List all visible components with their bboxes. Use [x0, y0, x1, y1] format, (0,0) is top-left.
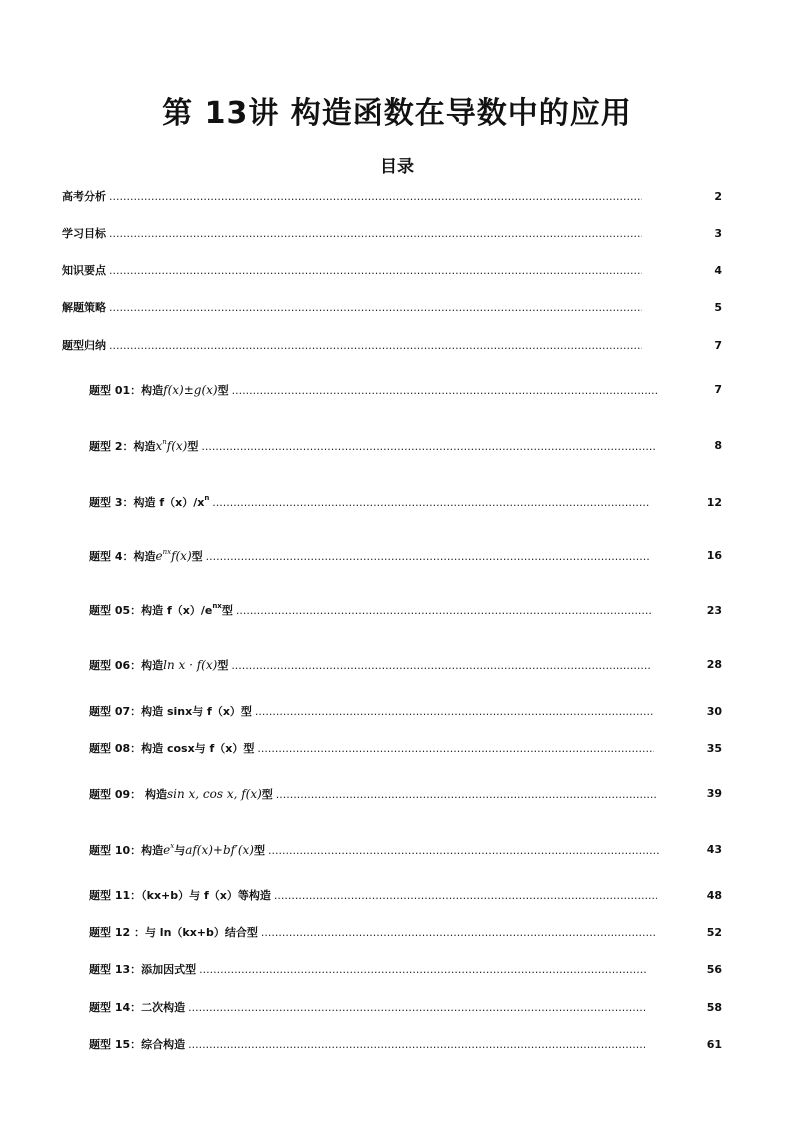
toc-entry-label: 题型 06：构造ln x · f(x)型 [89, 658, 229, 672]
toc-entry-label: 题型 12 ：与 ln（kx+b）结合型 [89, 926, 258, 939]
toc-entry[interactable] [89, 383, 659, 398]
toc-entry[interactable] [62, 339, 642, 353]
toc-page-number: 28 [706, 658, 722, 671]
math-expression: sin x, cos x, f(x) [166, 787, 262, 801]
toc-entry-label: 题型 3：构造 $f(x)/x^n$ [89, 494, 210, 509]
toc-entry-label: 题型 2：构造$x^nf(x)$型 [89, 438, 199, 453]
toc-entry-label: 题型 11：（kx+b）与 f（x）等构造 [89, 889, 271, 902]
toc-entry[interactable] [89, 549, 650, 564]
toc-entry-label: 题型 4：构造$e^{nx}f(x)$型 [89, 548, 203, 563]
toc-page-number: 56 [706, 963, 722, 976]
toc-entry-label: 题型 15：综合构造 [89, 1038, 186, 1051]
toc-page-number: 61 [706, 1038, 722, 1051]
toc-leader-dots [206, 550, 650, 564]
toc-entry-label: 题型 14：二次构造 [89, 1001, 186, 1014]
toc-entry-label: 题型 09： 构造sin x, cos x, f(x)型 [89, 787, 273, 801]
toc-page-number: 43 [706, 843, 722, 856]
toc-leader-dots [109, 301, 642, 315]
math-expression: ln x · f(x) [163, 658, 218, 672]
toc-entry-label: 题型 10：构造$e^x$与af(x)+bf′(x)型 [89, 842, 265, 857]
toc-entry-label: 解题策略 [62, 301, 106, 314]
toc-entry-label: 题型 08：构造 cosx与 f（x）型 [89, 742, 255, 755]
toc-page-number: 52 [706, 926, 722, 939]
toc-entry[interactable] [89, 926, 655, 940]
math-expression: $e^x$ [163, 842, 175, 857]
toc-entry-label: 学习目标 [62, 227, 106, 240]
math-expression: $x^nf(x)$ [155, 438, 188, 453]
toc-entry[interactable] [89, 1038, 645, 1052]
toc-page-number: 48 [706, 889, 722, 902]
toc-leader-dots [109, 339, 642, 353]
toc-leader-dots [276, 788, 658, 802]
math-expression: $e^{nx}f(x)$ [155, 548, 192, 563]
toc-entry[interactable] [62, 190, 642, 204]
toc-leader-dots [268, 844, 659, 858]
toc-entry[interactable] [62, 301, 642, 315]
toc-entry[interactable] [89, 843, 659, 858]
toc-entry[interactable] [89, 963, 647, 977]
toc-page-number: 23 [706, 604, 722, 617]
toc-entry[interactable] [89, 705, 654, 719]
toc-entry[interactable] [89, 787, 658, 802]
toc-entry[interactable] [89, 889, 657, 903]
toc-page-number: 12 [706, 496, 722, 509]
toc-page-number: 39 [706, 787, 722, 800]
toc-page-number: 8 [714, 439, 722, 452]
toc-leader-dots [255, 705, 654, 719]
toc-leader-dots [199, 963, 647, 977]
toc-entry[interactable] [62, 264, 642, 278]
toc-leader-dots [201, 440, 656, 454]
toc-leader-dots [236, 604, 652, 618]
toc-leader-dots [231, 659, 652, 673]
toc-entry[interactable] [62, 227, 642, 241]
toc-page-number: 3 [714, 227, 722, 240]
toc-page-number: 5 [714, 301, 722, 314]
toc-page-number: 2 [714, 190, 722, 203]
toc-entry-label: 题型 01：构造f(x)±g(x)型 [89, 383, 229, 397]
toc-page-number: 7 [714, 383, 722, 396]
toc-leader-dots [257, 742, 654, 756]
math-expression: af(x)+bf′(x) [185, 843, 254, 857]
document-title: 第 13讲 构造函数在导数中的应用 [162, 96, 632, 131]
toc-entry-label: 高考分析 [62, 190, 106, 203]
toc-leader-dots [109, 227, 642, 241]
toc-page-number: 35 [706, 742, 722, 755]
toc-leader-dots [232, 384, 659, 398]
toc-entry[interactable] [89, 1001, 645, 1015]
toc-leader-dots [188, 1001, 645, 1015]
toc-page-number: 58 [706, 1001, 722, 1014]
toc-entry[interactable] [89, 658, 652, 673]
toc-leader-dots [188, 1038, 645, 1052]
toc-page-number: 4 [714, 264, 722, 277]
toc-entry[interactable] [89, 496, 649, 510]
toc-entry-label: 题型 13：添加因式型 [89, 963, 197, 976]
math-expression: f(x)±g(x) [163, 383, 218, 397]
toc-entry-label: 知识要点 [62, 264, 106, 277]
toc-entry-label: 题型 05：构造 $f(x)/e^{nx}$型 [89, 602, 233, 617]
toc-entry[interactable] [89, 604, 652, 618]
toc-entry-label: 题型 07：构造 sinx与 f（x）型 [89, 705, 252, 718]
toc-page-number: 30 [706, 705, 722, 718]
toc-entry-label: 题型归纳 [62, 339, 106, 352]
toc-entry[interactable] [89, 742, 654, 756]
toc-leader-dots [109, 264, 642, 278]
toc-page-number: 7 [714, 339, 722, 352]
toc-leader-dots [109, 190, 642, 204]
toc-page-number: 16 [706, 549, 722, 562]
toc-leader-dots [274, 889, 657, 903]
toc-leader-dots [261, 926, 655, 940]
toc-leader-dots [212, 496, 649, 510]
toc-entry[interactable] [89, 439, 656, 454]
toc-heading: 目录 [380, 157, 414, 177]
